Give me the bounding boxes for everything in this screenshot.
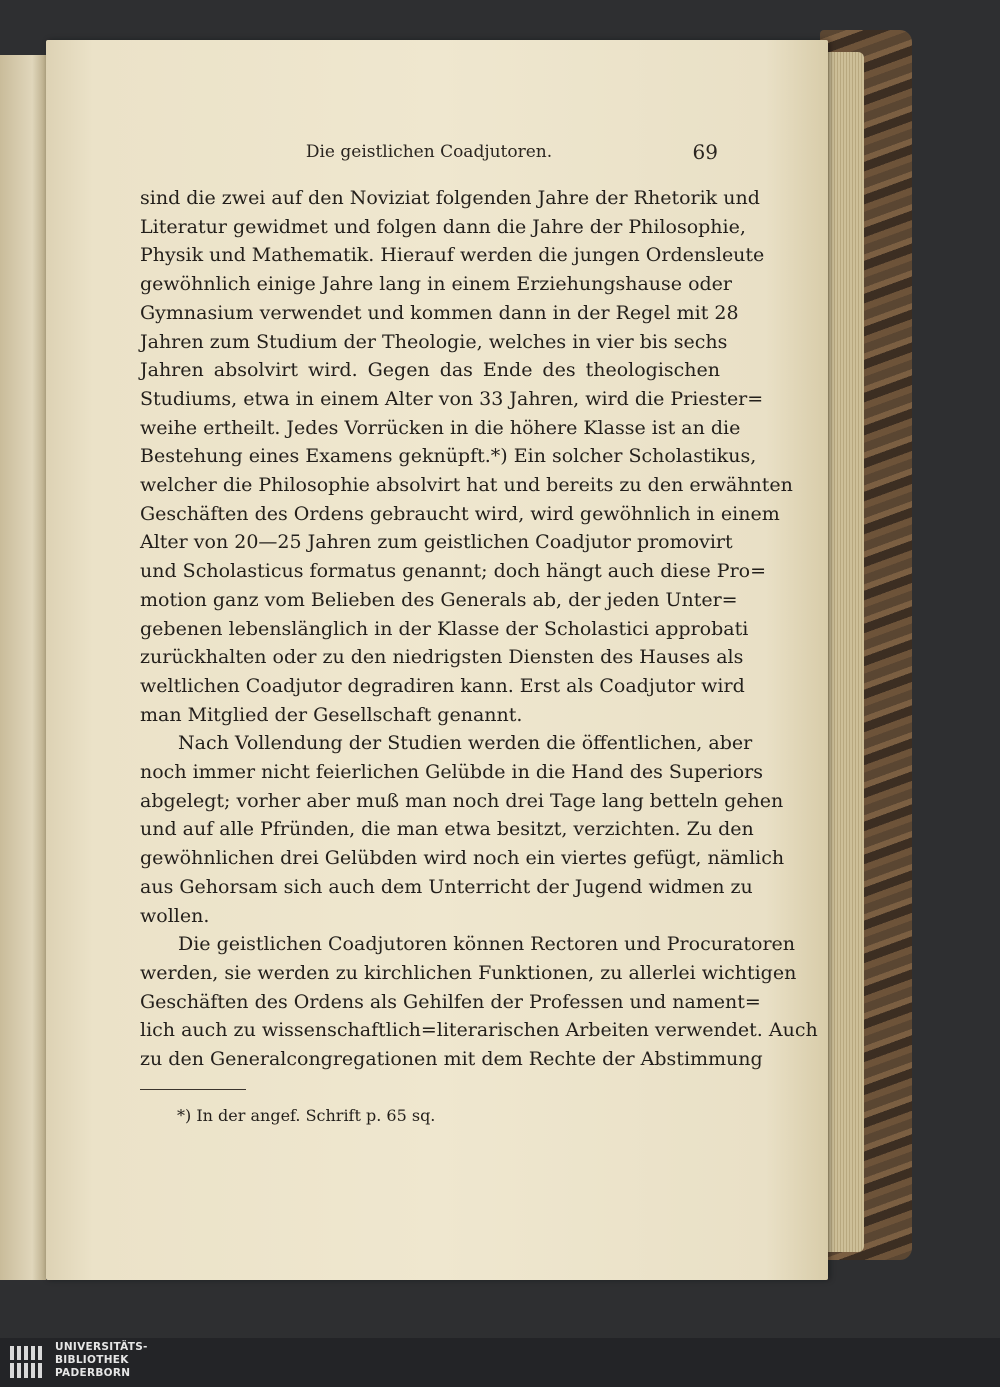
- library-logo-text: [55, 1341, 148, 1380]
- text-line: sind die zwei auf den Noviziat folgenden Jahre der Rhetorik und: [140, 187, 760, 209]
- footnote: *) In der angef. Schrift p. 65 sq.: [177, 1106, 436, 1125]
- text-line: noch immer nicht feierlichen Gelübde in die Hand des Superiors: [140, 761, 764, 783]
- text-line: gewöhnlichen drei Gelübden wird noch ein viertes gefügt, nämlich: [140, 847, 785, 870]
- text-line: abgelegt; vorher aber muß man noch drei Tage lang betteln gehen: [140, 789, 784, 812]
- text-line: gebenen lebenslänglich in der Klasse der Scholastici approbati: [140, 617, 749, 640]
- text-line: Bestehung eines Examens geknüpft.*) Ein solcher Scholastikus,: [140, 445, 757, 468]
- text-line: motion ganz vom Belieben des Generals ab, der jeden Unter=: [140, 588, 738, 611]
- text-line: Studiums, etwa in einem Alter von 33 Jahren, wird die Priester=: [140, 387, 764, 410]
- running-header: [140, 140, 718, 168]
- text-line: werden, sie werden zu kirchlichen Funktionen, zu allerlei wichtigen: [140, 961, 797, 984]
- logo-line-1: UNIVERSITÄTS-: [55, 1341, 148, 1353]
- text-line: zurückhalten oder zu den niedrigsten Diensten des Hauses als: [140, 646, 744, 669]
- logo-line-3: PADERBORN: [55, 1367, 131, 1379]
- text-line: lich auch zu wissenschaftlich=literarischen Arbeiten verwendet. Auch: [140, 1019, 818, 1042]
- text-line: weltlichen Coadjutor degradiren kann. Erst als Coadjutor wird: [140, 674, 745, 697]
- text-line: Jahren zum Studium der Theologie, welches in vier bis sechs: [140, 330, 728, 353]
- text-line: welcher die Philosophie absolvirt hat und bereits zu den erwähnten: [140, 474, 793, 496]
- text-line: Literatur gewidmet und folgen dann die Jahre der Philosophie,: [140, 215, 746, 238]
- library-logo-icon: [8, 1342, 46, 1382]
- text-line: weihe ertheilt. Jedes Vorrücken in die höhere Klasse ist an die: [140, 416, 741, 439]
- text-line: Geschäften des Ordens als Gehilfen der Professen und nament=: [140, 990, 761, 1013]
- text-line: Gymnasium verwendet und kommen dann in der Regel mit 28: [140, 301, 739, 324]
- running-title: Die geistlichen Coadjutoren.: [305, 142, 553, 162]
- text-line: gewöhnlich einige Jahre lang in einem Erziehungshause oder: [140, 273, 733, 296]
- library-footer: [0, 1338, 1000, 1387]
- text-line: und auf alle Pfründen, die man etwa besitzt, verzichten. Zu den: [140, 818, 754, 841]
- footnote-rule: [140, 1089, 246, 1090]
- text-line: und Scholasticus formatus genannt; doch hängt auch diese Pro=: [140, 560, 767, 583]
- text-line: man Mitglied der Gesellschaft genannt.: [140, 703, 523, 726]
- text-line: wollen.: [140, 904, 210, 927]
- text-line: Alter von 20—25 Jahren zum geistlichen Coadjutor promovirt: [140, 531, 733, 554]
- text-line: zu den Generalcongregationen mit dem Rechte der Abstimmung: [140, 1048, 763, 1070]
- left-page-edge: [0, 55, 46, 1280]
- text-line: aus Gehorsam sich auch dem Unterricht der Jugend widmen zu: [140, 875, 753, 898]
- page-number: 69: [692, 140, 718, 164]
- text-line: Jahren absolvirt wird. Gegen das Ende des theologischen: [140, 359, 720, 382]
- text-line: Nach Vollendung der Studien werden die öffentlichen, aber: [178, 732, 753, 755]
- text-line: Die geistlichen Coadjutoren können Rectoren und Procuratoren: [178, 933, 796, 956]
- text-line: Geschäften des Ordens gebraucht wird, wird gewöhnlich in einem: [140, 502, 780, 525]
- logo-line-2: BIBLIOTHEK: [55, 1354, 129, 1366]
- text-line: Physik und Mathematik. Hierauf werden die jungen Ordensleute: [140, 244, 765, 267]
